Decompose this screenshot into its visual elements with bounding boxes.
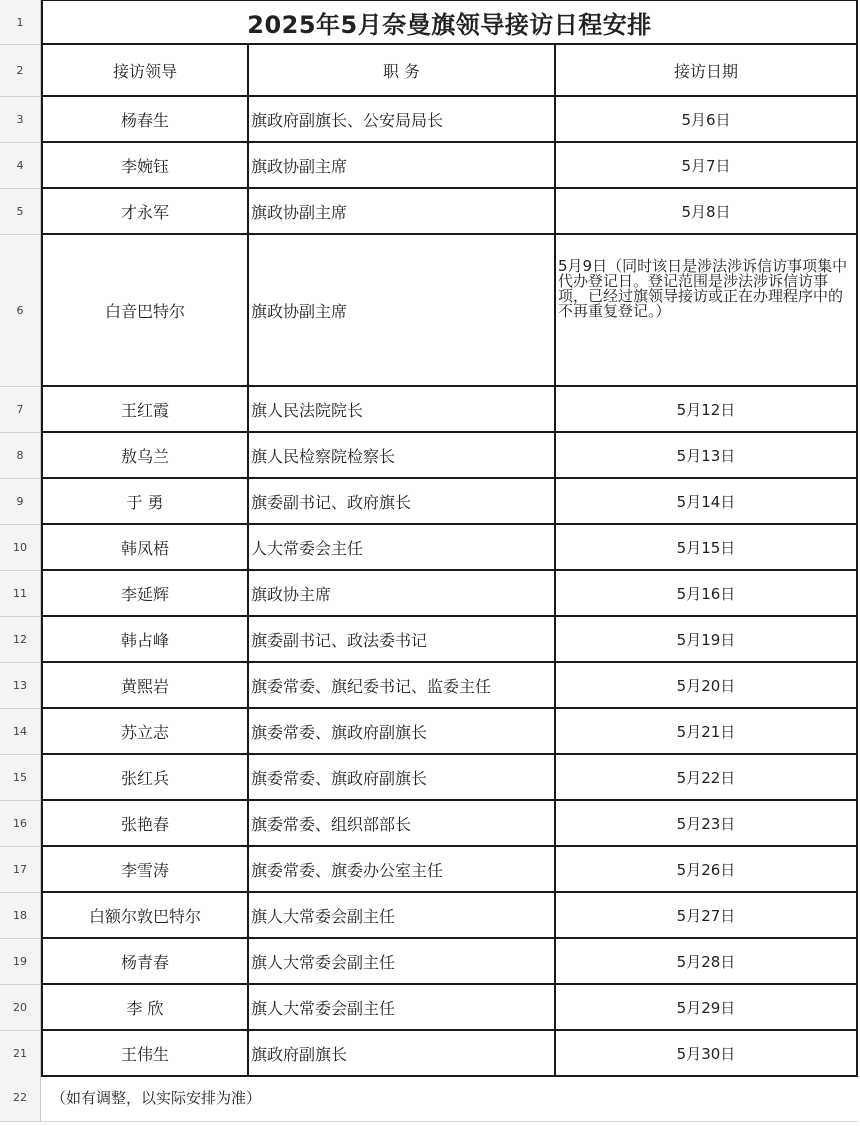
sheet-row-note [0,1074,860,1122]
row-header[interactable]: 8 [0,433,41,479]
table-row [0,433,860,479]
date-text: 5月14日 [676,492,736,511]
table-row [0,571,860,617]
row-header[interactable]: 10 [0,525,41,571]
cell-date[interactable] [556,433,858,479]
cell-leader-name[interactable]: 苏立志 [41,709,249,755]
date-text: 5月7日 [681,156,731,175]
cell-leader-name[interactable]: 张红兵 [41,755,249,801]
cell-position[interactable]: 旗政府副旗长 [249,1031,556,1077]
row-header[interactable]: 22 [0,1074,41,1122]
table-row [0,189,860,235]
cell-position[interactable]: 旗委副书记、政法委书记 [249,617,556,663]
row-header[interactable]: 7 [0,387,41,433]
header-position[interactable]: 职 务 [249,45,556,97]
date-text: 5月6日 [681,110,731,129]
date-text: 5月28日 [676,952,736,971]
date-text: 5月12日 [676,400,736,419]
cell-position[interactable]: 旗委常委、旗委办公室主任 [249,847,556,893]
table-row [0,755,860,801]
table-row [0,893,860,939]
row-header[interactable]: 2 [0,45,41,97]
row-header[interactable]: 15 [0,755,41,801]
cell-position[interactable]: 旗政协副主席 [249,235,556,387]
date-text: 5月16日 [676,584,736,603]
table-row [0,143,860,189]
cell-position[interactable]: 人大常委会主任 [249,525,556,571]
cell-date[interactable] [556,1031,858,1077]
date-text: 5月21日 [676,722,736,741]
table-row [0,847,860,893]
cell-position[interactable]: 旗人民法院院长 [249,387,556,433]
cell-date[interactable] [556,189,858,235]
cell-date[interactable] [556,709,858,755]
cell-date[interactable] [556,847,858,893]
date-text: 5月9日（同时该日是涉法涉诉信访事项集中代办登记日。登记范围是涉法涉诉信访事项，已经过旗领导接访或正在办理程序中的不再重复登记。） [558,257,848,320]
cell-position[interactable]: 旗委常委、旗纪委书记、监委主任 [249,663,556,709]
cell-position[interactable]: 旗政协主席 [249,571,556,617]
cell-position[interactable]: 旗人民检察院检察长 [249,433,556,479]
row-header[interactable]: 18 [0,893,41,939]
sheet-title[interactable]: 2025年5月奈曼旗领导接访日程安排 [41,0,858,45]
table-row [0,663,860,709]
date-text: 5月22日 [676,768,736,787]
cell-position[interactable]: 旗委常委、旗政府副旗长 [249,755,556,801]
cell-date[interactable] [556,801,858,847]
cell-position[interactable]: 旗政协副主席 [249,143,556,189]
date-text: 5月30日 [676,1044,736,1063]
cell-leader-name[interactable]: 李 欣 [41,985,249,1031]
cell-leader-name[interactable]: 才永军 [41,189,249,235]
cell-date[interactable] [556,985,858,1031]
cell-leader-name[interactable]: 李婉钰 [41,143,249,189]
cell-date[interactable] [556,663,858,709]
cell-leader-name[interactable]: 杨春生 [41,97,249,143]
cell-leader-name[interactable]: 于 勇 [41,479,249,525]
cell-position[interactable]: 旗政府副旗长、公安局局长 [249,97,556,143]
cell-date[interactable] [556,525,858,571]
cell-leader-name[interactable]: 黄熙岩 [41,663,249,709]
sheet-row-title [0,0,860,45]
cell-position[interactable]: 旗委副书记、政府旗长 [249,479,556,525]
row-header[interactable]: 16 [0,801,41,847]
cell-position[interactable]: 旗委常委、旗政府副旗长 [249,709,556,755]
cell-leader-name[interactable]: 白音巴特尔 [41,235,249,387]
cell-leader-name[interactable]: 张艳春 [41,801,249,847]
date-text: 5月13日 [676,446,736,465]
date-text: 5月27日 [676,906,736,925]
row-header[interactable]: 9 [0,479,41,525]
row-header[interactable]: 20 [0,985,41,1031]
cell-date[interactable] [556,479,858,525]
cell-leader-name[interactable]: 王伟生 [41,1031,249,1077]
table-row [0,1031,860,1077]
cell-leader-name[interactable]: 杨青春 [41,939,249,985]
table-row [0,985,860,1031]
cell-leader-name[interactable]: 敖乌兰 [41,433,249,479]
date-text: 5月8日 [681,202,731,221]
date-text: 5月29日 [676,998,736,1017]
cell-leader-name[interactable]: 韩占峰 [41,617,249,663]
row-header[interactable]: 12 [0,617,41,663]
table-row [0,617,860,663]
cell-leader-name[interactable]: 李雪涛 [41,847,249,893]
cell-position[interactable]: 旗人大常委会副主任 [249,893,556,939]
date-text: 5月15日 [676,538,736,557]
cell-position[interactable]: 旗人大常委会副主任 [249,939,556,985]
row-header[interactable]: 4 [0,143,41,189]
cell-date[interactable] [556,235,858,387]
table-row [0,97,860,143]
date-text: 5月19日 [676,630,736,649]
date-text: 5月26日 [676,860,736,879]
row-header[interactable]: 11 [0,571,41,617]
row-header[interactable]: 14 [0,709,41,755]
row-header[interactable]: 6 [0,235,41,387]
cell-leader-name[interactable]: 韩凤梧 [41,525,249,571]
cell-date[interactable] [556,143,858,189]
cell-date[interactable] [556,617,858,663]
table-row [0,709,860,755]
row-header[interactable]: 13 [0,663,41,709]
table-row [0,939,860,985]
table-row [0,479,860,525]
cell-leader-name[interactable]: 白额尔敦巴特尔 [41,893,249,939]
cell-position[interactable]: 旗政协副主席 [249,189,556,235]
row-header[interactable]: 5 [0,189,41,235]
row-header[interactable]: 1 [0,0,41,45]
cell-date[interactable] [556,893,858,939]
header-date[interactable]: 接访日期 [556,45,858,97]
row-header[interactable]: 21 [0,1031,41,1077]
row-header[interactable]: 17 [0,847,41,893]
cell-leader-name[interactable]: 王红霞 [41,387,249,433]
row-header[interactable]: 3 [0,97,41,143]
cell-leader-name[interactable]: 李延辉 [41,571,249,617]
table-row [0,235,860,387]
header-leader[interactable]: 接访领导 [41,45,249,97]
table-row [0,387,860,433]
row-header[interactable]: 19 [0,939,41,985]
date-text: 5月20日 [676,676,736,695]
sheet-row-headers [0,45,860,97]
note-cell[interactable]: （如有调整，以实际安排为准） [41,1074,858,1122]
date-text: 5月23日 [676,814,736,833]
table-row [0,525,860,571]
cell-date[interactable] [556,571,858,617]
cell-position[interactable]: 旗委常委、组织部部长 [249,801,556,847]
cell-date[interactable] [556,755,858,801]
cell-date[interactable] [556,97,858,143]
cell-date[interactable] [556,939,858,985]
cell-position[interactable]: 旗人大常委会副主任 [249,985,556,1031]
table-row [0,801,860,847]
cell-date[interactable] [556,387,858,433]
